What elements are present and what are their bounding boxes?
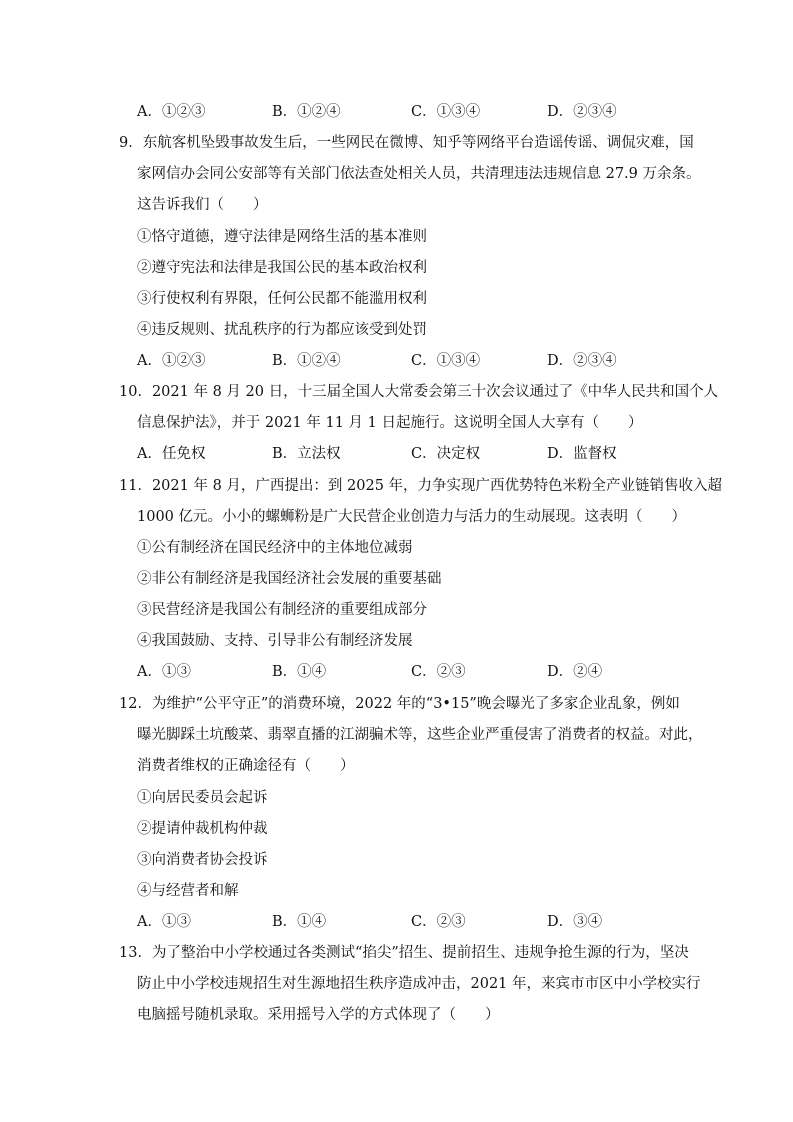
q11-option-c: C．②③ bbox=[411, 664, 466, 680]
q9-item-2: ②遵守宪法和法律是我国公民的基本政治权利 bbox=[137, 260, 427, 276]
q10-stem-line-1: 10．2021 年 8 月 20 日，十三届全国人大常委会第三十次会议通过了《中华人民共和国个人 bbox=[119, 384, 719, 400]
q8-option-a: A．①②③ bbox=[137, 104, 206, 120]
q12-item-3: ③向消费者协会投诉 bbox=[137, 852, 268, 868]
q10-option-d: D．监督权 bbox=[547, 446, 617, 462]
q12-stem-line-1: 12．为维护“公平守正”的消费环境，2022 年的“3•15”晚会曝光了多家企业乱象，例如 bbox=[119, 696, 680, 712]
q8-option-c: C．①③④ bbox=[411, 104, 481, 120]
q9-item-1: ①恪守道德，遵守法律是网络生活的基本准则 bbox=[137, 229, 427, 245]
q12-stem-line-2: 曝光脚踩土坑酸菜、翡翠直播的江湖骗术等，这些企业严重侵害了消费者的权益。对此， bbox=[137, 727, 703, 743]
q11-option-b: B．①④ bbox=[272, 664, 327, 680]
q11-item-1: ①公有制经济在国民经济中的主体地位减弱 bbox=[137, 540, 413, 556]
q9-option-a: A．①②③ bbox=[137, 353, 206, 369]
q12-option-a: A．①③ bbox=[137, 914, 191, 930]
q11-item-4: ④我国鼓励、支持、引导非公有制经济发展 bbox=[137, 633, 413, 649]
q9-stem-line-2: 家网信办会同公安部等有关部门依法查处相关人员，共清理违法违规信息 27.9 万余条。 bbox=[137, 166, 701, 182]
q12-stem-line-3: 消费者维权的正确途径有（ ） bbox=[137, 758, 355, 774]
q13-stem-line-3: 电脑摇号随机录取。采用摇号入学的方式体现了（ ） bbox=[137, 1007, 500, 1023]
q10-option-b: B．立法权 bbox=[272, 446, 341, 462]
q12-item-2: ②提请仲裁机构仲裁 bbox=[137, 821, 268, 837]
q9-item-4: ④违反规则、扰乱秩序的行为都应该受到处罚 bbox=[137, 322, 427, 338]
q9-option-b: B．①②④ bbox=[272, 353, 341, 369]
q13-stem-line-1: 13．为了整治中小学校通过各类测试“掐尖”招生、提前招生、违规争抢生源的行为，坚决 bbox=[119, 945, 689, 961]
q9-option-c: C．①③④ bbox=[411, 353, 481, 369]
q12-option-c: C．②③ bbox=[411, 914, 466, 930]
q12-item-4: ④与经营者和解 bbox=[137, 883, 239, 899]
q11-option-a: A．①③ bbox=[137, 664, 191, 680]
q8-option-d: D．②③④ bbox=[547, 104, 617, 120]
q9-stem-line-1: 9．东航客机坠毁事故发生后，一些网民在微博、知乎等网络平台造谣传谣、调侃灾难，国 bbox=[119, 135, 694, 151]
q9-option-d: D．②③④ bbox=[547, 353, 617, 369]
q9-stem-line-3: 这告诉我们（ ） bbox=[137, 197, 268, 213]
q12-option-d: D．③④ bbox=[547, 914, 603, 930]
q10-option-a: A．任免权 bbox=[137, 446, 206, 462]
q13-stem-line-2: 防止中小学校违规招生对生源地招生秩序造成冲击，2021 年，来宾市市区中小学校实行 bbox=[137, 976, 701, 992]
q10-stem-line-2: 信息保护法》，并于 2021 年 11 月 1 日起施行。这说明全国人大享有（ ） bbox=[137, 415, 643, 431]
q12-item-1: ①向居民委员会起诉 bbox=[137, 790, 268, 806]
q11-stem-line-2: 1000 亿元。小小的螺蛳粉是广大民营企业创造力与活力的生动展现。这表明（ ） bbox=[137, 509, 687, 525]
q10-option-c: C．决定权 bbox=[411, 446, 481, 462]
q11-option-d: D．②④ bbox=[547, 664, 603, 680]
q8-option-b: B．①②④ bbox=[272, 104, 341, 120]
q11-stem-line-1: 11．2021 年 8 月，广西提出：到 2025 年，力争实现广西优势特色米粉全产业链销售收入超 bbox=[119, 478, 723, 494]
q11-item-2: ②非公有制经济是我国经济社会发展的重要基础 bbox=[137, 571, 442, 587]
q9-item-3: ③行使权利有界限，任何公民都不能滥用权利 bbox=[137, 291, 427, 307]
q11-item-3: ③民营经济是我国公有制经济的重要组成部分 bbox=[137, 602, 427, 618]
q12-option-b: B．①④ bbox=[272, 914, 327, 930]
